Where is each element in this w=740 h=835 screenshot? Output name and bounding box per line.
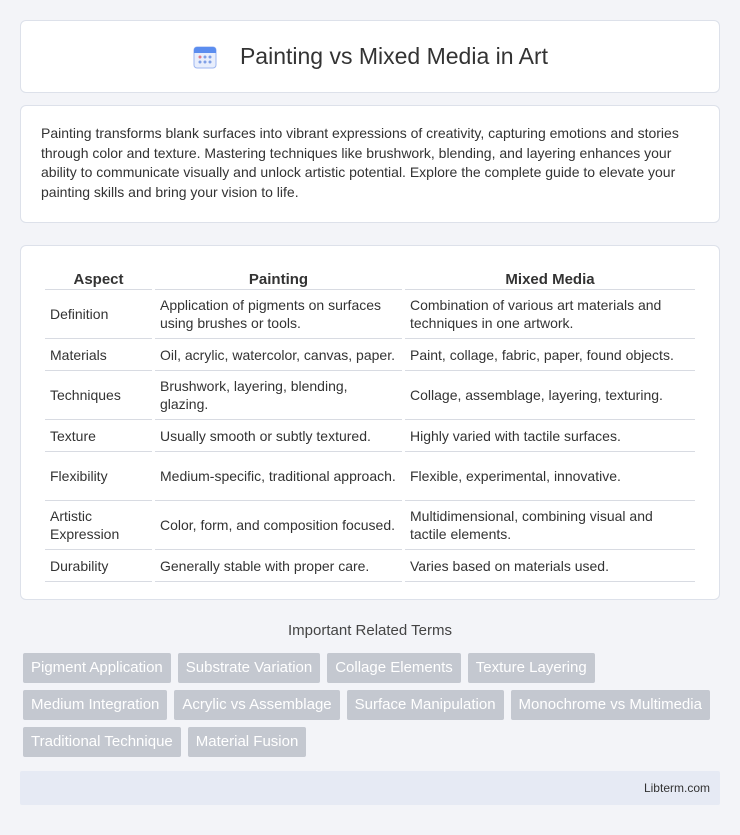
table-cell: Application of pigments on surfaces using brushes or tools. bbox=[155, 290, 402, 339]
column-header-mixed-media: Mixed Media bbox=[405, 266, 695, 290]
table-row bbox=[45, 501, 695, 550]
table-cell: Definition bbox=[45, 290, 152, 339]
related-terms-heading: Important Related Terms bbox=[288, 622, 452, 639]
table-cell: Texture bbox=[45, 420, 152, 452]
related-term-tag[interactable]: Texture Layering bbox=[468, 653, 595, 683]
table-cell: Combination of various art materials and techniques in one artwork. bbox=[405, 290, 695, 339]
table-cell: Collage, assemblage, layering, texturing. bbox=[405, 371, 695, 420]
related-terms-list bbox=[23, 653, 723, 764]
column-header-aspect: Aspect bbox=[45, 266, 152, 290]
related-term-tag[interactable]: Medium Integration bbox=[23, 690, 167, 720]
table-cell: Generally stable with proper care. bbox=[155, 550, 402, 582]
footer-site-link[interactable]: Libterm.com bbox=[643, 781, 710, 795]
table-cell: Artistic Expression bbox=[45, 501, 152, 550]
table-cell: Medium-specific, traditional approach. bbox=[155, 452, 402, 501]
related-term-tag[interactable]: Surface Manipulation bbox=[347, 690, 504, 720]
calendar-grid-icon bbox=[192, 44, 218, 70]
comparison-card bbox=[20, 245, 720, 600]
related-term-tag[interactable]: Acrylic vs Assemblage bbox=[174, 690, 339, 720]
table-row bbox=[45, 290, 695, 339]
table-cell: Durability bbox=[45, 550, 152, 582]
table-cell: Varies based on materials used. bbox=[405, 550, 695, 582]
table-cell: Techniques bbox=[45, 371, 152, 420]
table-row bbox=[45, 452, 695, 501]
table-row bbox=[45, 550, 695, 582]
table-cell: Paint, collage, fabric, paper, found objects. bbox=[405, 339, 695, 371]
header-card bbox=[20, 20, 720, 93]
related-term-tag[interactable]: Monochrome vs Multimedia bbox=[511, 690, 710, 720]
comparison-table bbox=[42, 266, 698, 582]
related-term-tag[interactable]: Collage Elements bbox=[327, 653, 461, 683]
table-header-row bbox=[45, 266, 695, 290]
table-cell: Color, form, and composition focused. bbox=[155, 501, 402, 550]
intro-card bbox=[20, 105, 720, 223]
table-row bbox=[45, 420, 695, 452]
table-cell: Flexible, experimental, innovative. bbox=[405, 452, 695, 501]
table-cell: Multidimensional, combining visual and tactile elements. bbox=[405, 501, 695, 550]
table-row bbox=[45, 339, 695, 371]
table-cell: Highly varied with tactile surfaces. bbox=[405, 420, 695, 452]
related-term-tag[interactable]: Traditional Technique bbox=[23, 727, 181, 757]
table-cell: Materials bbox=[45, 339, 152, 371]
intro-text: Painting transforms blank surfaces into vibrant expressions of creativity, capturing emotions and stories through color and texture. Mastering techniques like brushwork, blending, and layering enhances your ability to communicate visually and unlock artistic potential. Explore the complete guide to elevate your painting skills and bring your vision to life. bbox=[41, 125, 679, 200]
related-term-tag[interactable]: Substrate Variation bbox=[178, 653, 320, 683]
table-cell: Usually smooth or subtly textured. bbox=[155, 420, 402, 452]
related-term-tag[interactable]: Pigment Application bbox=[23, 653, 171, 683]
column-header-painting: Painting bbox=[155, 266, 402, 290]
table-cell: Brushwork, layering, blending, glazing. bbox=[155, 371, 402, 420]
table-cell: Flexibility bbox=[45, 452, 152, 501]
table-row bbox=[45, 371, 695, 420]
related-term-tag[interactable]: Material Fusion bbox=[188, 727, 307, 757]
footer bbox=[20, 771, 720, 805]
page-title: Painting vs Mixed Media in Art bbox=[239, 43, 549, 69]
table-cell: Oil, acrylic, watercolor, canvas, paper. bbox=[155, 339, 402, 371]
